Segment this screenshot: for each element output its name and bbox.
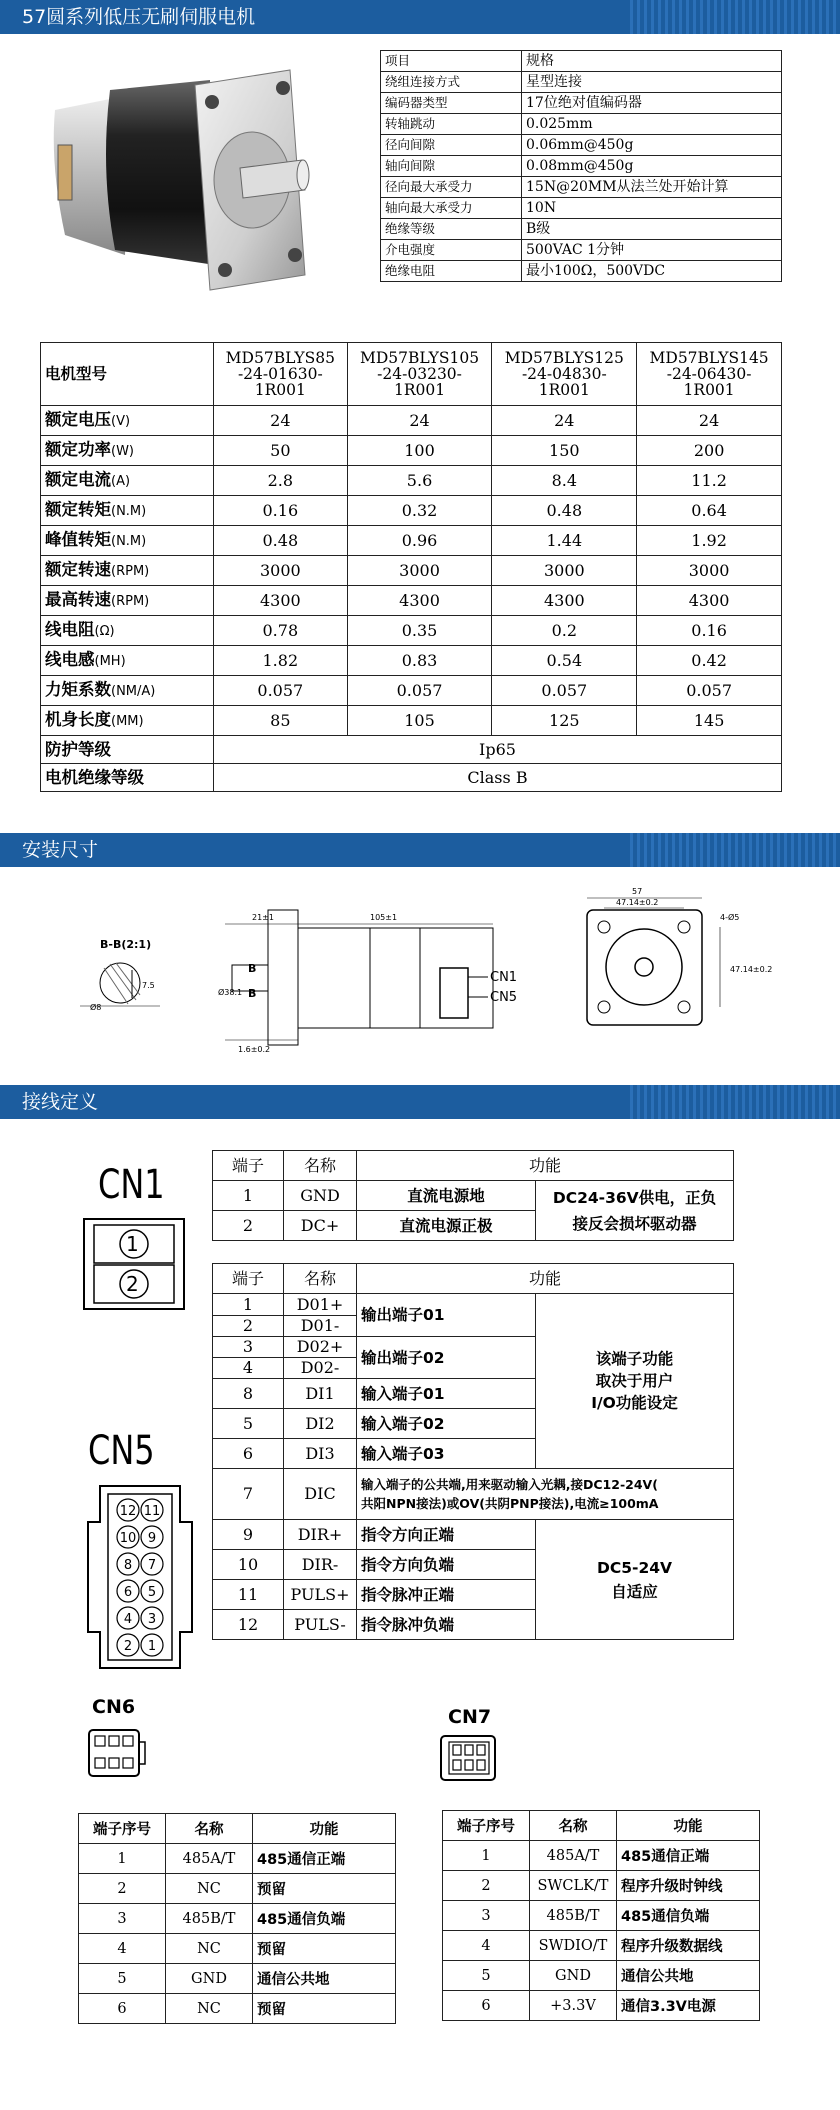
banner-text: 安装尺寸 xyxy=(22,839,99,861)
side-body xyxy=(298,928,493,1028)
table-cell: 端子序号 xyxy=(443,1811,530,1841)
cn5-dc-note: DC5-24V 自适应 xyxy=(536,1520,734,1640)
motor-param-row xyxy=(41,436,782,466)
table-cell: 输入端子02 xyxy=(357,1409,536,1439)
spec-key: 介电强度 xyxy=(381,240,522,261)
cn1-note: DC24-36V供电，正负 接反会损坏驱动器 xyxy=(536,1181,734,1241)
motor-param-value: 1.82 xyxy=(214,646,348,676)
flange-hole xyxy=(288,248,302,262)
spec-row xyxy=(381,177,782,198)
banner-text: 57圆系列低压无刷伺服电机 xyxy=(22,6,256,28)
table-cell: 485B/T xyxy=(530,1901,617,1931)
table-cell: DIR+ xyxy=(284,1520,357,1550)
table-cell: D02- xyxy=(284,1358,357,1379)
cn5-header-row xyxy=(213,1264,734,1294)
table-cell: 2 xyxy=(79,1874,166,1904)
table-cell: 4 xyxy=(79,1934,166,1964)
motor-param-value: 24 xyxy=(214,406,348,436)
table-cell: 3 xyxy=(213,1337,284,1358)
motor-param-value: 3000 xyxy=(347,556,492,586)
banner-stripe xyxy=(630,833,840,867)
motor-param-row xyxy=(41,706,782,736)
table-cell: 指令方向正端 xyxy=(357,1520,536,1550)
cn7-row xyxy=(443,1961,760,1991)
table-cell: 12 xyxy=(213,1610,284,1640)
motor-param-value: 4300 xyxy=(637,586,782,616)
spec-key: 轴向最大承受力 xyxy=(381,198,522,219)
table-cell: 名称 xyxy=(530,1811,617,1841)
dim-47-h: 47.14±0.2 xyxy=(616,898,659,907)
motor-param-key: 线电阻(Ω) xyxy=(41,616,214,646)
table-cell: 5 xyxy=(443,1961,530,1991)
motor-param-value: 100 xyxy=(347,436,492,466)
motor-param-value: 4300 xyxy=(347,586,492,616)
flange-hole xyxy=(276,81,290,95)
table-cell: 功能 xyxy=(253,1814,396,1844)
spec-key: 编码器类型 xyxy=(381,93,522,114)
cn5-row xyxy=(213,1469,734,1520)
spec-value: 500VAC 1分钟 xyxy=(522,240,782,261)
dim-4-5: 4-Ø5 xyxy=(720,913,740,922)
cn5-dic-note: 输入端子的公共端,用来驱动输入光耦,接DC12-24V( 共阳NPN接法)或OV(共阴PNP接法),电流≥100mA xyxy=(357,1469,734,1520)
motor-param-value: 0.057 xyxy=(347,676,492,706)
cn7-row xyxy=(443,1841,760,1871)
cn1-header-name: 名称 xyxy=(284,1151,357,1181)
cn6-row xyxy=(79,1934,396,1964)
motor-param-value: 24 xyxy=(347,406,492,436)
motor-param-key: 额定功率(W) xyxy=(41,436,214,466)
motor-table xyxy=(40,342,782,792)
motor-param-value: 0.96 xyxy=(347,526,492,556)
table-cell: GND xyxy=(284,1181,357,1211)
banner-stripe xyxy=(630,1085,840,1119)
cn1-pin-2: 2 xyxy=(126,1272,139,1296)
side-flange xyxy=(268,910,298,1045)
motor-param-row xyxy=(41,676,782,706)
motor-param-value: 0.54 xyxy=(492,646,637,676)
motor-param-value: 85 xyxy=(214,706,348,736)
table-cell: 5 xyxy=(213,1409,284,1439)
dimension-drawing xyxy=(20,880,820,1060)
motor-param-value: 24 xyxy=(637,406,782,436)
table-cell: 2 xyxy=(213,1211,284,1241)
table-cell: DIC xyxy=(284,1469,357,1520)
motor-header-row xyxy=(41,343,782,406)
table-cell: SWCLK/T xyxy=(530,1871,617,1901)
cn7-header-row xyxy=(443,1811,760,1841)
motor-param-value: 1.44 xyxy=(492,526,637,556)
motor-param-value: 2.8 xyxy=(214,466,348,496)
table-cell: NC xyxy=(166,1934,253,1964)
cn5-header-function: 功能 xyxy=(357,1264,734,1294)
table-cell: 1 xyxy=(443,1841,530,1871)
motor-param-key: 峰值转矩(N.M) xyxy=(41,526,214,556)
table-cell: DI1 xyxy=(284,1379,357,1409)
motor-model-cell: MD57BLYS85 -24-01630- 1R001 xyxy=(214,343,348,406)
cn5-pin-label: 8 xyxy=(123,1558,133,1573)
table-cell: 11 xyxy=(213,1580,284,1610)
cn7-row xyxy=(443,1871,760,1901)
dim-57: 57 xyxy=(632,887,643,896)
table-cell: 指令脉冲正端 xyxy=(357,1580,536,1610)
motor-param-value: 1.92 xyxy=(637,526,782,556)
table-cell: DIR- xyxy=(284,1550,357,1580)
motor-param-key: 防护等级 xyxy=(41,736,214,764)
table-cell: 485通信负端 xyxy=(253,1904,396,1934)
cn5-title: CN5 xyxy=(88,1428,155,1474)
motor-param-value: 0.057 xyxy=(637,676,782,706)
motor-param-row xyxy=(41,586,782,616)
cn6-header-row xyxy=(79,1814,396,1844)
cn1-title: CN1 xyxy=(98,1162,165,1208)
cn7-row xyxy=(443,1901,760,1931)
table-cell: 2 xyxy=(443,1871,530,1901)
table-cell: 输出端子02 xyxy=(357,1337,536,1379)
motor-param-row xyxy=(41,556,782,586)
table-cell: 485通信负端 xyxy=(617,1901,760,1931)
spec-value: B级 xyxy=(522,219,782,240)
cn5-pin-label: 9 xyxy=(147,1531,157,1546)
cn7-row xyxy=(443,1931,760,1961)
cn6-row xyxy=(79,1964,396,1994)
table-cell: NC xyxy=(166,1874,253,1904)
spec-value: 0.025mm xyxy=(522,114,782,135)
cn1-header-terminal: 端子 xyxy=(213,1151,284,1181)
cn5-connector xyxy=(80,1482,200,1672)
cn5-callout: CN5 xyxy=(490,990,518,1005)
motor-param-value: Ip65 xyxy=(214,736,782,764)
spec-key: 绝缘电阻 xyxy=(381,261,522,282)
motor-param-row xyxy=(41,646,782,676)
cn1-table xyxy=(212,1150,734,1241)
cn5-pin-label: 3 xyxy=(147,1612,157,1627)
spec-value: 10N xyxy=(522,198,782,219)
motor-param-value: 0.48 xyxy=(214,526,348,556)
cn7-connector xyxy=(437,1730,501,1786)
table-cell: DI2 xyxy=(284,1409,357,1439)
table-cell: 程序升级数据线 xyxy=(617,1931,760,1961)
table-cell: D02+ xyxy=(284,1337,357,1358)
motor-param-row xyxy=(41,526,782,556)
spec-key: 项目 xyxy=(381,51,522,72)
table-cell: 6 xyxy=(443,1991,530,2021)
cn7-row xyxy=(443,1991,760,2021)
table-cell: 通信公共地 xyxy=(253,1964,396,1994)
motor-param-value: 8.4 xyxy=(492,466,637,496)
motor-param-value: 0.2 xyxy=(492,616,637,646)
table-cell: PULS+ xyxy=(284,1580,357,1610)
cn5-pin-label: 4 xyxy=(123,1612,133,1627)
table-cell: 4 xyxy=(443,1931,530,1961)
section-b-lower: B xyxy=(248,987,257,1000)
table-cell: 6 xyxy=(213,1439,284,1469)
motor-param-value: 0.16 xyxy=(637,616,782,646)
table-cell: 通信公共地 xyxy=(617,1961,760,1991)
spec-key: 径向间隙 xyxy=(381,135,522,156)
motor-param-value: 150 xyxy=(492,436,637,466)
table-cell: 预留 xyxy=(253,1874,396,1904)
banner-install-dimensions xyxy=(0,833,840,867)
spec-key: 绝缘等级 xyxy=(381,219,522,240)
table-cell: 2 xyxy=(213,1316,284,1337)
section-b-upper: B xyxy=(248,962,257,975)
table-cell: +3.3V xyxy=(530,1991,617,2021)
spec-value: 0.06mm@450g xyxy=(522,135,782,156)
motor-connector xyxy=(58,145,72,200)
cn6-row xyxy=(79,1874,396,1904)
motor-param-value: 50 xyxy=(214,436,348,466)
spec-key: 转轴跳动 xyxy=(381,114,522,135)
cn5-pin-label: 10 xyxy=(119,1531,137,1546)
table-cell: 485A/T xyxy=(166,1844,253,1874)
table-cell: 485A/T xyxy=(530,1841,617,1871)
motor-param-value: 0.83 xyxy=(347,646,492,676)
motor-param-value: 105 xyxy=(347,706,492,736)
cn5-pin-label: 11 xyxy=(143,1504,161,1519)
table-cell: 直流电源地 xyxy=(357,1181,536,1211)
motor-param-key: 额定转矩(N.M) xyxy=(41,496,214,526)
spec-value: 15N@20MM从法兰处开始计算 xyxy=(522,177,782,198)
spec-row xyxy=(381,114,782,135)
spec-value: 规格 xyxy=(522,51,782,72)
banner-text: 接线定义 xyxy=(22,1091,99,1113)
spec-row xyxy=(381,240,782,261)
dim-21: 21±1 xyxy=(252,913,274,922)
motor-protection-row xyxy=(41,736,782,764)
cn6-row xyxy=(79,1904,396,1934)
table-cell: 通信3.3V电源 xyxy=(617,1991,760,2021)
cn5-pin-label: 1 xyxy=(147,1639,157,1654)
motor-param-key: 额定电流(A) xyxy=(41,466,214,496)
motor-param-value: 3000 xyxy=(492,556,637,586)
cn5-row xyxy=(213,1520,734,1550)
table-cell: 485B/T xyxy=(166,1904,253,1934)
section-label: B-B(2:1) xyxy=(100,938,152,951)
table-cell: SWDIO/T xyxy=(530,1931,617,1961)
motor-param-key: 额定电压(V) xyxy=(41,406,214,436)
cn5-pin-label: 7 xyxy=(147,1558,157,1573)
table-cell: 名称 xyxy=(166,1814,253,1844)
flange-hole xyxy=(218,263,232,277)
cn6-connector xyxy=(85,1722,149,1784)
table-cell: NC xyxy=(166,1994,253,2024)
table-cell: 预留 xyxy=(253,1934,396,1964)
dim-47-v: 47.14±0.2 xyxy=(730,965,773,974)
spec-row xyxy=(381,72,782,93)
motor-param-value: Class B xyxy=(214,764,782,792)
cn5-table xyxy=(212,1263,734,1640)
motor-param-value: 0.057 xyxy=(214,676,348,706)
motor-param-value: 0.78 xyxy=(214,616,348,646)
motor-param-value: 125 xyxy=(492,706,637,736)
table-cell: 指令脉冲负端 xyxy=(357,1610,536,1640)
table-cell: 485通信正端 xyxy=(617,1841,760,1871)
table-cell: GND xyxy=(166,1964,253,1994)
spec-key: 绕组连接方式 xyxy=(381,72,522,93)
motor-param-value: 145 xyxy=(637,706,782,736)
motor-param-key: 线电感(MH) xyxy=(41,646,214,676)
table-cell: 5 xyxy=(79,1964,166,1994)
table-cell: 3 xyxy=(443,1901,530,1931)
motor-param-value: 5.6 xyxy=(347,466,492,496)
motor-model-cell: MD57BLYS125 -24-04830- 1R001 xyxy=(492,343,637,406)
motor-param-value: 0.32 xyxy=(347,496,492,526)
banner-stripe xyxy=(630,0,840,34)
motor-param-value: 11.2 xyxy=(637,466,782,496)
dim-105: 105±1 xyxy=(370,913,398,922)
cn5-io-note: 该端子功能 取决于用户 I/O功能设定 xyxy=(536,1294,734,1469)
table-cell: 指令方向负端 xyxy=(357,1550,536,1580)
cn1-connector xyxy=(80,1215,190,1315)
table-cell: 1 xyxy=(213,1294,284,1316)
table-cell: 输入端子01 xyxy=(357,1379,536,1409)
motor-param-value: 0.42 xyxy=(637,646,782,676)
motor-param-key: 力矩系数(NM/A) xyxy=(41,676,214,706)
table-cell: 6 xyxy=(79,1994,166,2024)
motor-param-key: 机身长度(MM) xyxy=(41,706,214,736)
spec-value: 17位绝对值编码器 xyxy=(522,93,782,114)
cn1-header-function: 功能 xyxy=(357,1151,734,1181)
dim-7-5: 7.5 xyxy=(142,981,155,990)
table-cell: 预留 xyxy=(253,1994,396,2024)
flange-hole xyxy=(205,95,219,109)
cn1-pin-1: 1 xyxy=(126,1232,139,1256)
spec-row xyxy=(381,156,782,177)
motor-param-value: 4300 xyxy=(214,586,348,616)
motor-insulation-row xyxy=(41,764,782,792)
spec-table xyxy=(380,50,782,282)
cn6-row xyxy=(79,1844,396,1874)
table-cell: 9 xyxy=(213,1520,284,1550)
motor-photo xyxy=(40,50,340,310)
table-cell: 7 xyxy=(213,1469,284,1520)
table-cell: 端子序号 xyxy=(79,1814,166,1844)
table-cell: 1 xyxy=(79,1844,166,1874)
motor-model-cell: MD57BLYS105 -24-03230- 1R001 xyxy=(347,343,492,406)
cn6-table xyxy=(78,1813,396,2024)
table-cell: D01- xyxy=(284,1316,357,1337)
spec-value: 0.08mm@450g xyxy=(522,156,782,177)
motor-param-value: 3000 xyxy=(637,556,782,586)
spec-value: 最小100Ω，500VDC xyxy=(522,261,782,282)
cn7-table xyxy=(442,1810,760,2021)
cn6-title: CN6 xyxy=(92,1696,136,1718)
table-cell: 485通信正端 xyxy=(253,1844,396,1874)
table-cell: 8 xyxy=(213,1379,284,1409)
table-cell: 10 xyxy=(213,1550,284,1580)
spec-row xyxy=(381,93,782,114)
table-cell: 1 xyxy=(213,1181,284,1211)
spec-value: 星型连接 xyxy=(522,72,782,93)
spec-row xyxy=(381,135,782,156)
cn5-row xyxy=(213,1294,734,1316)
banner-product-title xyxy=(0,0,840,34)
motor-param-key: 电机绝缘等级 xyxy=(41,764,214,792)
table-cell: GND xyxy=(530,1961,617,1991)
spec-row xyxy=(381,261,782,282)
cn5-pin-label: 12 xyxy=(119,1504,137,1519)
motor-param-value: 0.16 xyxy=(214,496,348,526)
table-cell: DC+ xyxy=(284,1211,357,1241)
table-cell: D01+ xyxy=(284,1294,357,1316)
table-cell: 4 xyxy=(213,1358,284,1379)
motor-param-value: 200 xyxy=(637,436,782,466)
motor-param-value: 24 xyxy=(492,406,637,436)
cn7-title: CN7 xyxy=(448,1706,492,1728)
motor-param-row xyxy=(41,496,782,526)
motor-model-header: 电机型号 xyxy=(41,343,214,406)
cn6-row xyxy=(79,1994,396,2024)
table-cell: 输出端子01 xyxy=(357,1294,536,1337)
dim-38: Ø38.1 xyxy=(218,988,243,997)
cn1-callout: CN1 xyxy=(490,970,518,985)
spec-key: 轴向间隙 xyxy=(381,156,522,177)
front-flange xyxy=(587,910,702,1025)
front-pilot xyxy=(606,929,682,1005)
table-cell: 3 xyxy=(79,1904,166,1934)
spec-row xyxy=(381,198,782,219)
motor-param-row xyxy=(41,466,782,496)
motor-param-value: 0.64 xyxy=(637,496,782,526)
cn5-pin-label: 5 xyxy=(147,1585,157,1600)
cn1-header-row xyxy=(213,1151,734,1181)
spec-header-row xyxy=(381,51,782,72)
cn1-row xyxy=(213,1181,734,1211)
motor-param-row xyxy=(41,406,782,436)
spec-row xyxy=(381,219,782,240)
table-cell: DI3 xyxy=(284,1439,357,1469)
table-cell: 直流电源正极 xyxy=(357,1211,536,1241)
front-shaft xyxy=(635,958,653,976)
motor-param-value: 0.48 xyxy=(492,496,637,526)
side-connector xyxy=(440,968,468,1018)
table-cell: 程序升级时钟线 xyxy=(617,1871,760,1901)
motor-param-row xyxy=(41,616,782,646)
spec-key: 径向最大承受力 xyxy=(381,177,522,198)
motor-param-value: 0.057 xyxy=(492,676,637,706)
banner-wiring xyxy=(0,1085,840,1119)
motor-param-key: 最高转速(RPM) xyxy=(41,586,214,616)
cn5-header-terminal: 端子 xyxy=(213,1264,284,1294)
table-cell: 输入端子03 xyxy=(357,1439,536,1469)
motor-param-value: 0.35 xyxy=(347,616,492,646)
motor-param-value: 4300 xyxy=(492,586,637,616)
table-cell: 功能 xyxy=(617,1811,760,1841)
motor-param-key: 额定转速(RPM) xyxy=(41,556,214,586)
cn5-pin-label: 2 xyxy=(123,1639,133,1654)
dim-1-6: 1.6±0.2 xyxy=(238,1045,271,1054)
motor-param-value: 3000 xyxy=(214,556,348,586)
table-cell: PULS- xyxy=(284,1610,357,1640)
motor-model-cell: MD57BLYS145 -24-06430- 1R001 xyxy=(637,343,782,406)
cn5-pin-label: 6 xyxy=(123,1585,133,1600)
cn5-header-name: 名称 xyxy=(284,1264,357,1294)
dim-8: Ø8 xyxy=(90,1003,102,1012)
